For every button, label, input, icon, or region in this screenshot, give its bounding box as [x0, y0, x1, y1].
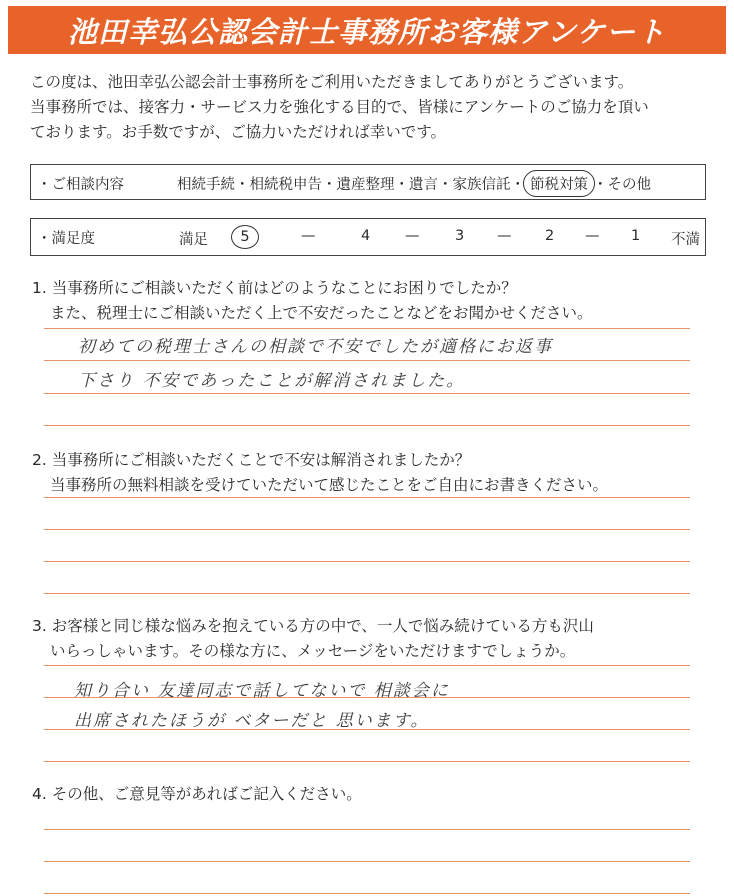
- consult-option[interactable]: 遺言: [409, 177, 438, 193]
- scale-dash: —: [585, 228, 600, 244]
- scale-option[interactable]: 2: [545, 228, 555, 244]
- satisfaction-label: ・満足度: [37, 231, 95, 247]
- separator: ・: [510, 177, 525, 193]
- intro-text: [30, 70, 720, 145]
- intro-line: 当事務所では、接客力・サービス力を強化する目的で、皆様にアンケートのご協力を頂い: [30, 98, 649, 116]
- consult-option[interactable]: 相続税申告: [249, 177, 322, 193]
- separator: ・: [593, 177, 608, 193]
- dissatisfied-label: 不満: [671, 232, 700, 248]
- answer-line[interactable]: [44, 593, 690, 594]
- handwritten-answer: 知り合い 友達同志で話してないで 相談会に: [74, 681, 450, 701]
- separator: ・: [394, 177, 409, 193]
- answer-line[interactable]: [44, 529, 690, 530]
- answer-line[interactable]: [44, 761, 690, 762]
- consultation-label: ・ご相談内容: [37, 177, 124, 193]
- answer-line[interactable]: [44, 360, 690, 361]
- consultation-box: [30, 164, 706, 200]
- answer-line[interactable]: [44, 393, 690, 394]
- satisfied-label: 満足: [179, 232, 208, 248]
- question-1: [32, 276, 593, 326]
- scale-option[interactable]: 4: [361, 228, 371, 244]
- survey-title: 池田幸弘公認会計士事務所お客様アンケート: [67, 14, 667, 49]
- question-text: 4. その他、ご意見等があればご記入ください。: [32, 785, 362, 803]
- question-4: [32, 782, 362, 807]
- intro-line: この度は、池田幸弘公認会計士事務所をご利用いただきましてありがとうございます。: [30, 73, 634, 91]
- handwritten-answer: 初めての税理士さんの相談で不安でしたが適格にお返事: [78, 337, 553, 357]
- handwritten-answer: 出席されたほうが ベターだと 思います。: [74, 711, 430, 731]
- consultation-options: [177, 173, 651, 194]
- handwritten-answer: 下さり 不安であったことが解消されました。: [78, 371, 466, 391]
- separator: ・: [438, 177, 453, 193]
- answer-line[interactable]: [44, 425, 690, 426]
- consult-option[interactable]: 家族信託: [452, 177, 511, 193]
- consult-option-selected[interactable]: 節税対策: [523, 170, 595, 197]
- question-3: [32, 614, 594, 664]
- intro-line: ております。お手数ですが、ご協力いただければ幸いです。: [30, 123, 447, 141]
- question-text: 1. 当事務所にご相談いただく前はどのようなことにお困りでしたか？: [32, 279, 517, 297]
- consult-option[interactable]: その他: [607, 177, 651, 193]
- scale-dash: —: [405, 228, 420, 244]
- scale-dash: —: [301, 228, 316, 244]
- question-text: いらっしゃいます。その様な方に、メッセージをいただけますでしょうか。: [50, 642, 576, 660]
- answer-line[interactable]: [44, 829, 690, 830]
- answer-line[interactable]: [44, 665, 690, 666]
- scale-dash: —: [497, 228, 512, 244]
- survey-title-banner: [8, 6, 726, 54]
- question-2: [32, 448, 608, 498]
- scale-option[interactable]: 3: [455, 228, 465, 244]
- question-text: 2. 当事務所にご相談いただくことで不安は解消されましたか？: [32, 451, 471, 469]
- separator: ・: [235, 177, 250, 193]
- scale-option-selected[interactable]: 5: [231, 225, 259, 249]
- question-text: また、税理士にご相談いただく上で不安だったことなどをお聞かせください。: [50, 304, 593, 322]
- satisfaction-box: [30, 218, 706, 256]
- answer-line[interactable]: [44, 893, 690, 894]
- answer-line[interactable]: [44, 328, 690, 329]
- question-text: 当事務所の無料相談を受けていただいて感じたことをご自由にお書きください。: [50, 476, 609, 494]
- separator: ・: [322, 177, 337, 193]
- question-text: 3. お客様と同じ様な悩みを抱えている方の中で、一人で悩み続けている方も沢山: [32, 617, 594, 635]
- answer-line[interactable]: [44, 497, 690, 498]
- answer-line[interactable]: [44, 861, 690, 862]
- consult-option[interactable]: 相続手続: [177, 177, 235, 193]
- consult-option[interactable]: 遺産整理: [336, 177, 395, 193]
- answer-line[interactable]: [44, 561, 690, 562]
- scale-option[interactable]: 1: [631, 228, 641, 244]
